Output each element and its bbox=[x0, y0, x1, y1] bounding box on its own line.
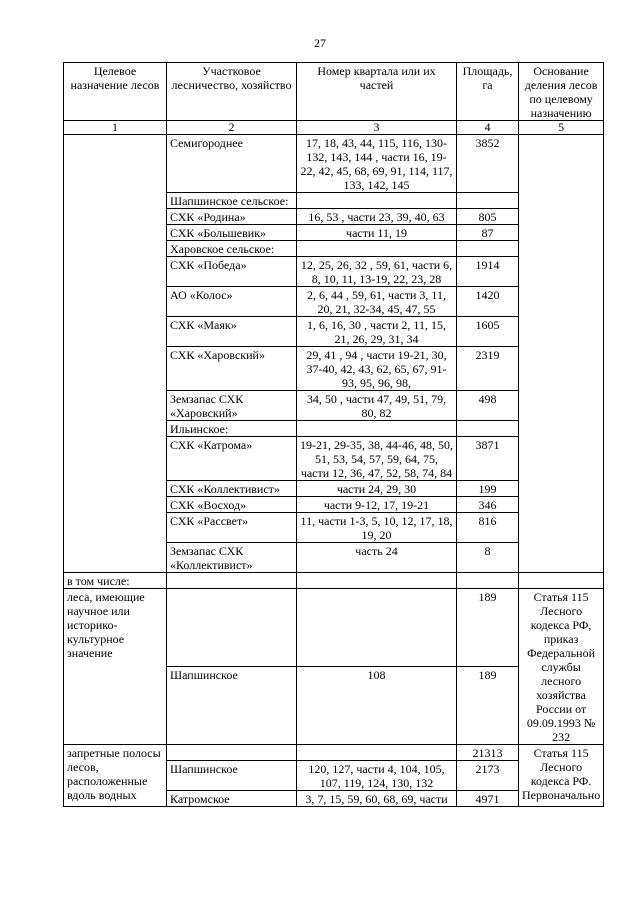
water-area: 4971 bbox=[457, 791, 519, 807]
header-area: Площадь, га bbox=[457, 63, 519, 121]
area-cell: 3852 bbox=[457, 135, 519, 193]
quarters-cell: 12, 25, 26, 32 , 59, 61, части 6, 8, 10, 11, 13-19, 22, 23, 28 bbox=[297, 257, 457, 287]
forestry-name-cell: Шапшинское сельское: bbox=[167, 193, 297, 209]
header-basis: Основание деления лесов по целевому назначению bbox=[519, 63, 604, 121]
quarters-cell bbox=[297, 193, 457, 209]
quarters-cell bbox=[297, 421, 457, 437]
forestry-name-cell: СХК «Победа» bbox=[167, 257, 297, 287]
column-number: 1 bbox=[64, 121, 167, 135]
quarters-cell bbox=[297, 241, 457, 257]
area-cell: 8 bbox=[457, 543, 519, 573]
quarters-cell: 29, 41 , 94 , части 19-21, 30, 37-40, 42, 43, 62, 65, 67, 91-93, 95, 96, 98, bbox=[297, 347, 457, 391]
area-cell bbox=[457, 421, 519, 437]
area-cell: 3871 bbox=[457, 437, 519, 481]
quarters-cell: части 9-12, 17, 19-21 bbox=[297, 497, 457, 513]
header-purpose: Целевое назначение лесов bbox=[64, 63, 167, 121]
water-purpose-cell: запретные полосы лесов, расположенные вдоль водных bbox=[64, 745, 167, 807]
area-cell: 199 bbox=[457, 481, 519, 497]
area-cell: 87 bbox=[457, 225, 519, 241]
quarters-cell: часть 24 bbox=[297, 543, 457, 573]
forestry-name-cell: АО «Колос» bbox=[167, 287, 297, 317]
area-cell: 498 bbox=[457, 391, 519, 421]
quarters-cell: 34, 50 , части 47, 49, 51, 79, 80, 82 bbox=[297, 391, 457, 421]
forest-purpose-table bbox=[63, 62, 604, 807]
water-forestry-name: Катромское bbox=[167, 791, 297, 807]
empty-cell bbox=[519, 573, 604, 589]
historic-total-row bbox=[64, 589, 604, 667]
forestry-name-cell: Земзапас СХК «Коллективист» bbox=[167, 543, 297, 573]
quarters-cell: 16, 53 , части 23, 39, 40, 63 bbox=[297, 209, 457, 225]
header-forestry: Участковое лесничество, хозяйство bbox=[167, 63, 297, 121]
quarters-cell: 1, 6, 16, 30 , части 2, 11, 15, 21, 26, 29, 31, 34 bbox=[297, 317, 457, 347]
area-cell: 805 bbox=[457, 209, 519, 225]
area-cell bbox=[457, 193, 519, 209]
forestry-name-cell: СХК «Маяк» bbox=[167, 317, 297, 347]
empty-cell bbox=[297, 589, 457, 667]
quarters-cell: части 24, 29, 30 bbox=[297, 481, 457, 497]
column-number: 4 bbox=[457, 121, 519, 135]
water-total-row bbox=[64, 745, 604, 761]
forestry-name-cell: СХК «Родина» bbox=[167, 209, 297, 225]
empty-cell bbox=[167, 589, 297, 667]
empty-cell bbox=[297, 573, 457, 589]
water-area: 2173 bbox=[457, 761, 519, 791]
column-number-row bbox=[64, 121, 604, 135]
column-number: 5 bbox=[519, 121, 604, 135]
historic-total-area: 189 bbox=[457, 589, 519, 667]
area-cell: 1420 bbox=[457, 287, 519, 317]
empty-cell bbox=[167, 573, 297, 589]
header-quarters: Номер квартала или их частей bbox=[297, 63, 457, 121]
header-row bbox=[64, 63, 604, 121]
area-cell bbox=[457, 241, 519, 257]
purpose-cell-empty bbox=[64, 135, 167, 573]
quarters-cell: 2, 6, 44 , 59, 61, части 3, 11, 20, 21, 32-34, 45, 47, 55 bbox=[297, 287, 457, 317]
empty-cell bbox=[457, 573, 519, 589]
page-number: 27 bbox=[314, 36, 326, 50]
forestry-name-cell: СХК «Большевик» bbox=[167, 225, 297, 241]
historic-area: 189 bbox=[457, 667, 519, 745]
column-number: 2 bbox=[167, 121, 297, 135]
area-cell: 816 bbox=[457, 513, 519, 543]
water-basis-cell: Статья 115 Лесного кодекса РФ. Первоначально bbox=[519, 745, 604, 807]
forestry-name-cell: Харовское сельское: bbox=[167, 241, 297, 257]
forestry-name-cell: СХК «Катрома» bbox=[167, 437, 297, 481]
column-number: 3 bbox=[297, 121, 457, 135]
forestry-name-cell: СХК «Рассвет» bbox=[167, 513, 297, 543]
area-cell: 346 bbox=[457, 497, 519, 513]
area-cell: 2319 bbox=[457, 347, 519, 391]
water-quarters: 120, 127, части 4, 104, 105, 107, 119, 124, 130, 132 bbox=[297, 761, 457, 791]
quarters-cell: 17, 18, 43, 44, 115, 116, 130-132, 143, 144 , части 16, 19-22, 42, 45, 68, 69, 91, 114, 117, 133, 142, 145 bbox=[297, 135, 457, 193]
forestry-name-cell: СХК «Коллективист» bbox=[167, 481, 297, 497]
quarters-cell: 19-21, 29-35, 38, 44-46, 48, 50, 51, 53, 54, 57, 59, 64, 75, части 12, 36, 47, 52, 58, 74, 84 bbox=[297, 437, 457, 481]
water-quarters: 3, 7, 15, 59, 60, 68, 69, части bbox=[297, 791, 457, 807]
water-forestry-name: Шапшинское bbox=[167, 761, 297, 791]
quarters-cell: 11, части 1-3, 5, 10, 12, 17, 18, 19, 20 bbox=[297, 513, 457, 543]
table-row bbox=[64, 135, 604, 193]
basis-cell-empty bbox=[519, 135, 604, 573]
including-label: в том числе: bbox=[64, 573, 167, 589]
area-cell: 1605 bbox=[457, 317, 519, 347]
historic-purpose-cell: леса, имеющие научное или историко-культурное значение bbox=[64, 589, 167, 745]
area-cell: 1914 bbox=[457, 257, 519, 287]
spacer-cell bbox=[167, 745, 297, 761]
water-total-area: 21313 bbox=[457, 745, 519, 761]
historic-forestry-name: Шапшинское bbox=[167, 667, 297, 745]
historic-basis-cell: Статья 115 Лесного кодекса РФ, приказ Федеральной службы лесного хозяйства России от 09.09.1993 № 232 bbox=[519, 589, 604, 745]
forestry-name-cell: СХК «Восход» bbox=[167, 497, 297, 513]
forestry-name-cell: СХК «Харовский» bbox=[167, 347, 297, 391]
forestry-name-cell: Ильинское: bbox=[167, 421, 297, 437]
including-row bbox=[64, 573, 604, 589]
spacer-cell bbox=[297, 745, 457, 761]
forestry-name-cell: Семигороднее bbox=[167, 135, 297, 193]
forestry-name-cell: Земзапас СХК «Харовский» bbox=[167, 391, 297, 421]
historic-quarters: 108 bbox=[297, 667, 457, 745]
quarters-cell: части 11, 19 bbox=[297, 225, 457, 241]
